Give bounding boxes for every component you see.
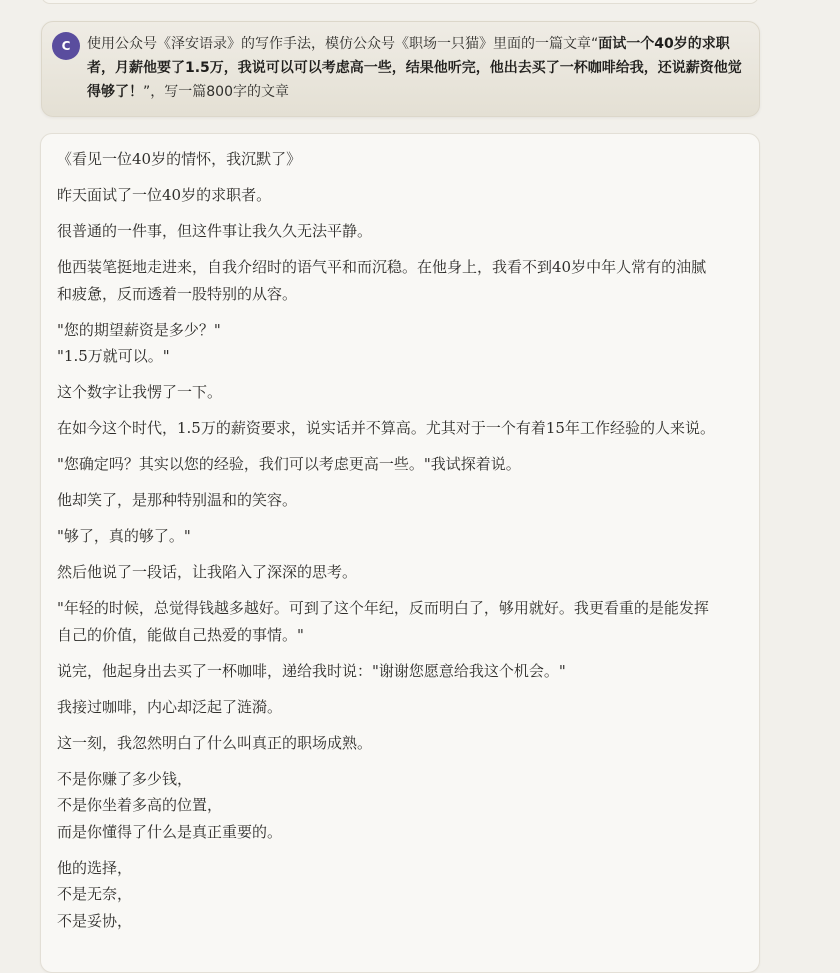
assistant-reply bbox=[40, 133, 760, 973]
reply-paragraph: 在如今这个时代，1.5万的薪资要求，说实话并不算高。尤其对于一个有着15年工作经验的人来说。 bbox=[57, 419, 715, 437]
reply-body bbox=[57, 146, 717, 944]
user-message-text bbox=[87, 32, 747, 104]
user-message bbox=[41, 21, 760, 117]
reply-paragraph: 这一刻，我忽然明白了什么叫真正的职场成熟。 bbox=[57, 733, 373, 752]
previous-message-card bbox=[41, 0, 759, 4]
reply-paragraph: 昨天面试了一位40岁的求职者。 bbox=[57, 186, 272, 204]
reply-paragraph: 他的选择， 不是无奈， 不是妥协， bbox=[57, 858, 133, 930]
reply-paragraph: "年轻的时候，总觉得钱越多越好。可到了这个年纪，反而明白了，够用就好。我更看重的是能发挥自己的价值，能做自己热爱的事情。" bbox=[57, 599, 709, 644]
user-avatar bbox=[52, 32, 80, 60]
reply-paragraph: 他却笑了，是那种特别温和的笑容。 bbox=[57, 491, 298, 509]
prompt-text-end: ”，写一篇800字的文章 bbox=[143, 84, 289, 100]
reply-paragraph: 我接过咖啡，内心却泛起了涟漪。 bbox=[57, 697, 283, 716]
reply-paragraph: "您的期望薪资是多少？" "1.5万就可以。" bbox=[57, 320, 221, 365]
prompt-text-bold: 面试一个40岁的求职者，月薪他要了1.5万，我说可以可以考虑高一些，结果他听完，他出去买了一杯咖啡给我，还说薪资他觉得够了！ bbox=[87, 36, 742, 100]
prompt-text-start: 使用公众号《泽安语录》的写作手法，模仿公众号《职场一只猫》里面的一篇文章“ bbox=[87, 36, 599, 52]
reply-paragraph: 然后他说了一段话，让我陷入了深深的思考。 bbox=[57, 563, 358, 581]
reply-paragraph: 这个数字让我愣了一下。 bbox=[57, 383, 223, 401]
reply-paragraph: "够了，真的够了。" bbox=[57, 527, 191, 545]
reply-paragraph: 说完，他起身出去买了一杯咖啡，递给我时说："谢谢您愿意给我这个机会。" bbox=[57, 661, 566, 680]
article-title: 《看见一位40岁的情怀，我沉默了》 bbox=[57, 150, 302, 168]
reply-paragraph: 很普通的一件事，但这件事让我久久无法平静。 bbox=[57, 222, 373, 240]
reply-paragraph: 他西装笔挺地走进来，自我介绍时的语气平和而沉稳。在他身上，我看不到40岁中年人常有的油腻和疲惫，反而透着一股特别的从容。 bbox=[57, 258, 707, 303]
reply-paragraph: "您确定吗？其实以您的经验，我们可以考虑更高一些。"我试探着说。 bbox=[57, 455, 521, 473]
reply-paragraph: 不是你赚了多少钱， 不是你坐着多高的位置， 而是你懂得了什么是真正重要的。 bbox=[57, 769, 283, 841]
avatar-initial: C bbox=[61, 39, 71, 53]
